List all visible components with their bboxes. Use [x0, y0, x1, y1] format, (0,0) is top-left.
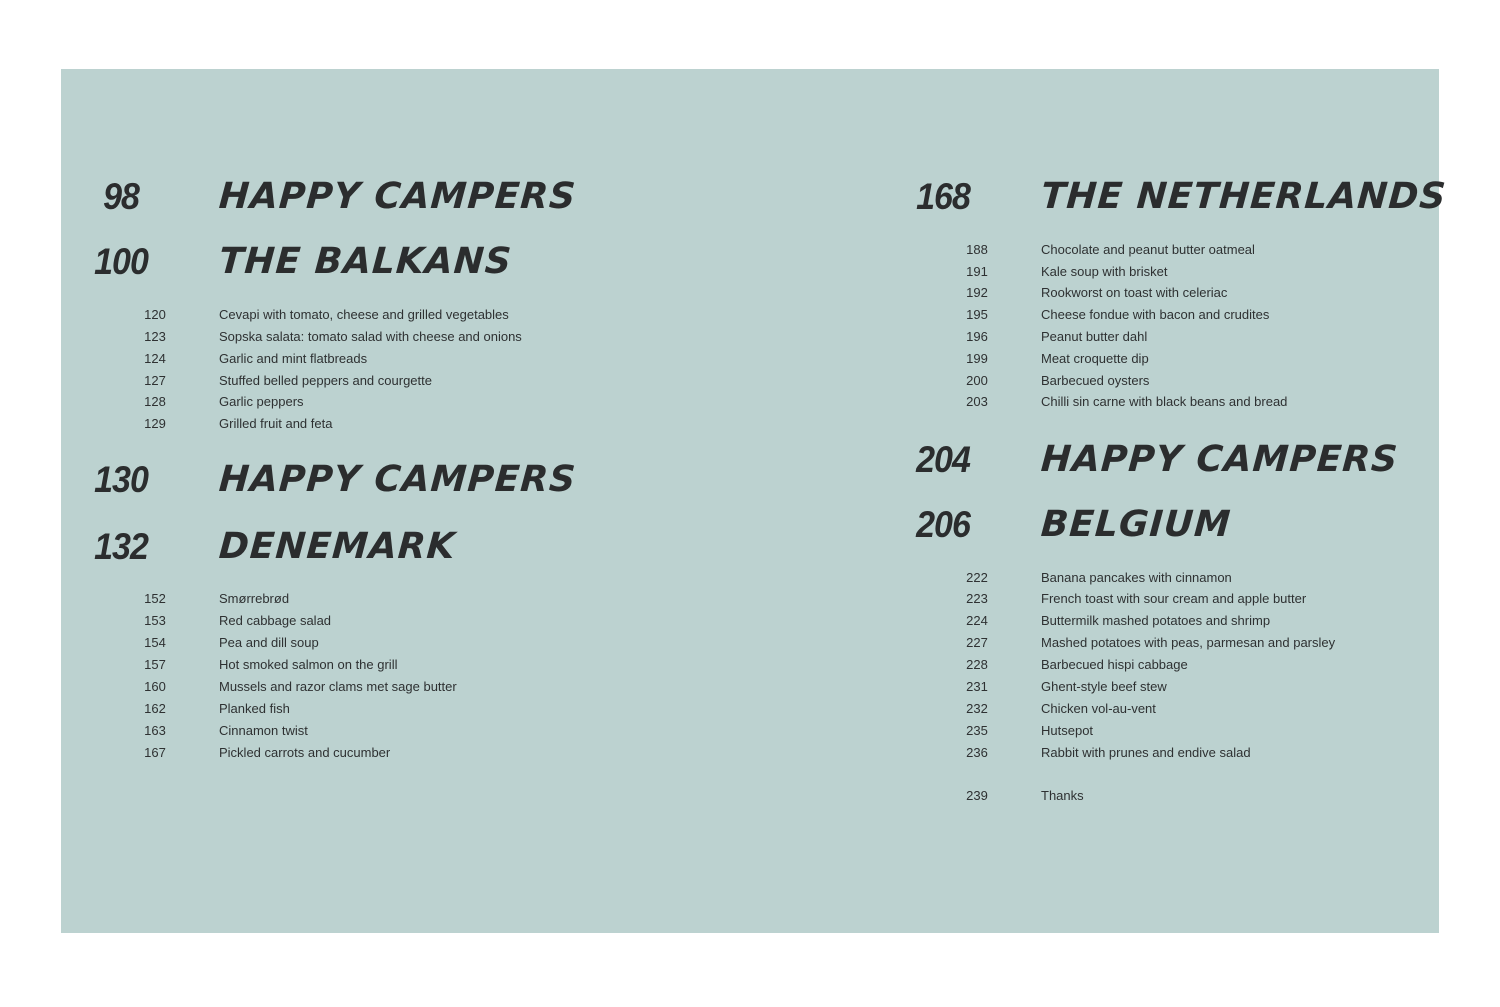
section-page-number: 204	[916, 439, 970, 481]
toc-entry	[883, 632, 1483, 654]
entry-title: Planked fish	[219, 701, 290, 716]
entry-title: French toast with sour cream and apple butter	[1041, 591, 1307, 606]
toc-entry	[883, 370, 1483, 392]
entry-page-number: 236	[966, 745, 988, 760]
entry-title: Mashed potatoes with peas, parmesan and parsley	[1041, 635, 1336, 650]
toc-entry	[883, 348, 1483, 370]
section-title: BELGIUM	[1039, 504, 1233, 545]
section-heading	[61, 517, 661, 577]
entry-page-number: 239	[966, 788, 988, 803]
entry-title: Rookworst on toast with celeriac	[1041, 285, 1228, 300]
entry-title: Smørrebrød	[219, 591, 290, 606]
entry-title: Mussels and razor clams met sage butter	[219, 679, 457, 694]
entry-page-number: 224	[966, 613, 988, 628]
entry-title: Cheese fondue with bacon and crudites	[1041, 307, 1270, 322]
section-page-number: 132	[94, 526, 148, 568]
entry-page-number: 199	[966, 351, 988, 366]
entry-title: Buttermilk mashed potatoes and shrimp	[1041, 613, 1271, 628]
entry-page-number: 228	[966, 657, 988, 672]
contents-panel	[61, 69, 1448, 933]
toc-entry	[61, 391, 661, 413]
entry-page-number: 160	[144, 679, 166, 694]
entry-title: Chocolate and peanut butter oatmeal	[1041, 242, 1255, 257]
section-heading	[883, 167, 1483, 227]
entry-page-number: 195	[966, 307, 988, 322]
entry-title: Hutsepot	[1041, 723, 1094, 738]
entry-page-number: 223	[966, 591, 988, 606]
entry-page-number: 167	[144, 745, 166, 760]
toc-entry	[61, 610, 661, 632]
entry-title: Cevapi with tomato, cheese and grilled vegetables	[219, 307, 509, 322]
toc-entry	[61, 326, 661, 348]
section-page-number: 168	[916, 176, 970, 218]
section-heading	[883, 430, 1483, 490]
toc-entry	[883, 698, 1483, 720]
section-title: HAPPY CAMPERS	[1039, 439, 1400, 480]
entry-title: Ghent-style beef stew	[1041, 679, 1167, 694]
toc-entry-thanks	[883, 785, 1483, 807]
entry-title: Red cabbage salad	[219, 613, 332, 628]
entry-title: Grilled fruit and feta	[219, 416, 333, 431]
entry-page-number: 232	[966, 701, 988, 716]
toc-entry	[883, 720, 1483, 742]
entry-title: Pea and dill soup	[219, 635, 319, 650]
entry-page-number: 227	[966, 635, 988, 650]
toc-entry	[883, 304, 1483, 326]
entry-page-number: 231	[966, 679, 988, 694]
toc-entry	[883, 239, 1483, 261]
toc-entry	[61, 676, 661, 698]
section-title: DENEMARK	[217, 526, 457, 567]
entry-page-number: 235	[966, 723, 988, 738]
section-title: HAPPY CAMPERS	[217, 459, 578, 500]
section-title: HAPPY CAMPERS	[217, 176, 578, 217]
entry-page-number: 188	[966, 242, 988, 257]
entry-page-number: 163	[144, 723, 166, 738]
toc-entry	[61, 588, 661, 610]
toc-entry	[61, 632, 661, 654]
section-page-number: 98	[103, 176, 139, 218]
entry-page-number: 124	[144, 351, 166, 366]
entry-page-number: 129	[144, 416, 166, 431]
toc-entry	[883, 326, 1483, 348]
entry-title: Thanks	[1041, 788, 1084, 803]
toc-entry	[61, 348, 661, 370]
entry-title: Banana pancakes with cinnamon	[1041, 570, 1232, 585]
entry-title: Chilli sin carne with black beans and bread	[1041, 394, 1288, 409]
entry-page-number: 128	[144, 394, 166, 409]
section-page-number: 206	[916, 504, 970, 546]
section-title: THE NETHERLANDS	[1039, 176, 1448, 217]
entry-page-number: 192	[966, 285, 988, 300]
entry-title: Hot smoked salmon on the grill	[219, 657, 398, 672]
section-heading	[61, 167, 661, 227]
entry-page-number: 162	[144, 701, 166, 716]
entry-page-number: 222	[966, 570, 988, 585]
entry-title: Pickled carrots and cucumber	[219, 745, 391, 760]
entry-page-number: 120	[144, 307, 166, 322]
entry-title: Garlic and mint flatbreads	[219, 351, 368, 366]
entry-title: Barbecued hispi cabbage	[1041, 657, 1188, 672]
toc-entry	[883, 282, 1483, 304]
entry-title: Cinnamon twist	[219, 723, 308, 738]
toc-entry	[61, 720, 661, 742]
entry-page-number: 153	[144, 613, 166, 628]
toc-entry	[61, 742, 661, 764]
entry-title: Chicken vol-au-vent	[1041, 701, 1156, 716]
entry-page-number: 191	[966, 264, 988, 279]
section-heading	[883, 495, 1483, 555]
entry-page-number: 196	[966, 329, 988, 344]
entry-title: Stuffed belled peppers and courgette	[219, 373, 432, 388]
section-heading	[61, 232, 661, 292]
entry-title: Garlic peppers	[219, 394, 304, 409]
toc-entry	[883, 742, 1483, 764]
toc-entry	[61, 370, 661, 392]
toc-entry	[883, 676, 1483, 698]
toc-entry	[883, 610, 1483, 632]
toc-entry	[883, 261, 1483, 283]
entry-page-number: 157	[144, 657, 166, 672]
entry-page-number: 154	[144, 635, 166, 650]
toc-entry	[61, 698, 661, 720]
toc-entry	[883, 588, 1483, 610]
entry-page-number: 123	[144, 329, 166, 344]
toc-entry	[883, 654, 1483, 676]
entry-page-number: 152	[144, 591, 166, 606]
entry-page-number: 200	[966, 373, 988, 388]
section-page-number: 130	[94, 459, 148, 501]
entry-title: Peanut butter dahl	[1041, 329, 1148, 344]
entry-title: Sopska salata: tomato salad with cheese and onions	[219, 329, 522, 344]
toc-entry	[883, 567, 1483, 589]
section-page-number: 100	[94, 241, 148, 283]
toc-entry	[61, 654, 661, 676]
toc-entry	[883, 391, 1483, 413]
entry-title: Kale soup with brisket	[1041, 264, 1168, 279]
toc-entry	[61, 413, 661, 435]
entry-title: Rabbit with prunes and endive salad	[1041, 745, 1251, 760]
section-heading	[61, 450, 661, 510]
section-title: THE BALKANS	[217, 241, 514, 282]
toc-entry	[61, 304, 661, 326]
entry-page-number: 203	[966, 394, 988, 409]
entry-page-number: 127	[144, 373, 166, 388]
entry-title: Meat croquette dip	[1041, 351, 1149, 366]
entry-title: Barbecued oysters	[1041, 373, 1150, 388]
